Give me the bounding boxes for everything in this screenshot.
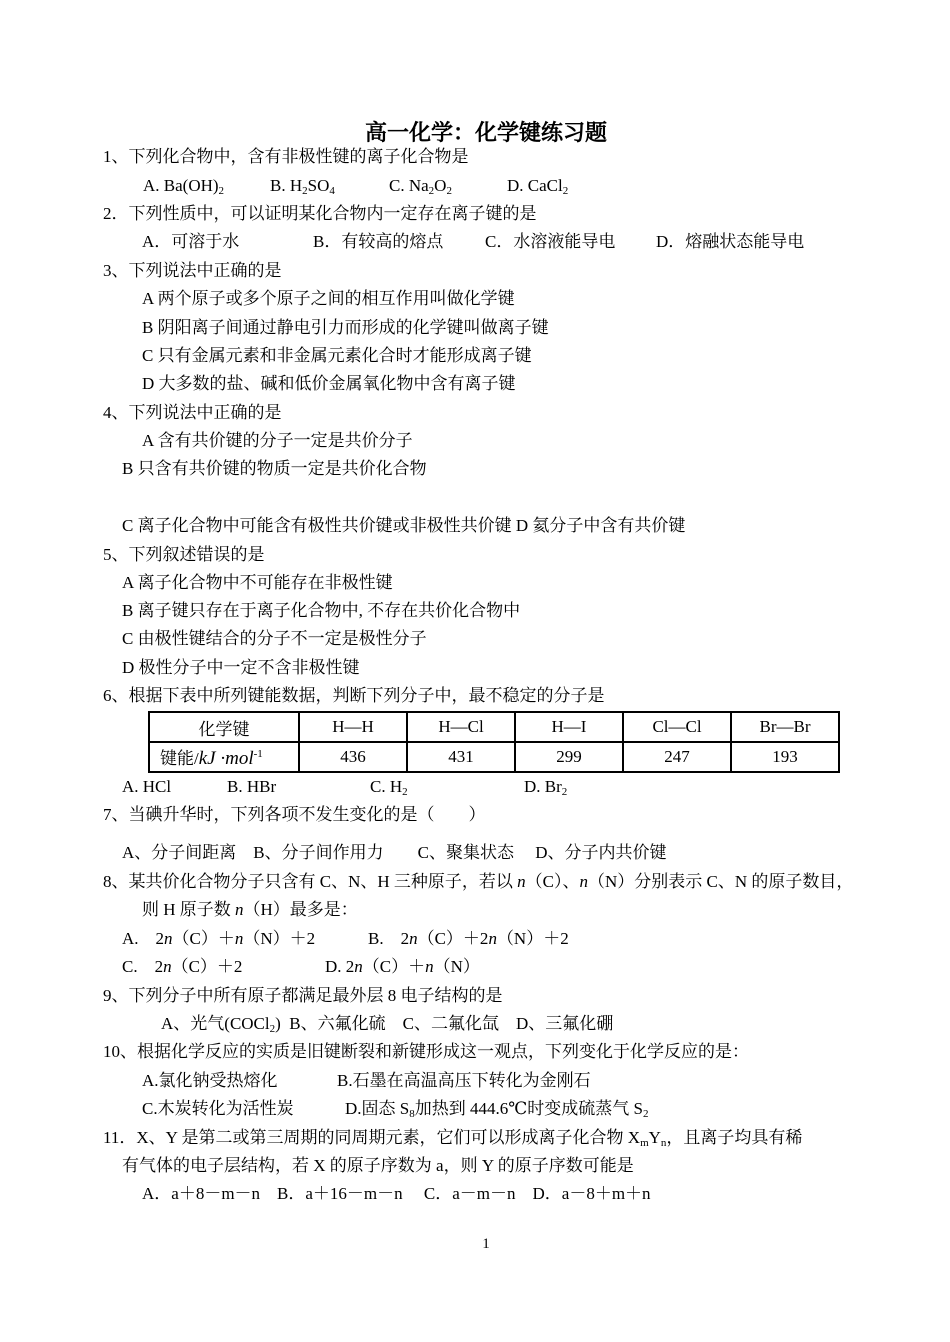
q11-options: A．a＋8－m－n B．a＋16－m－n C．a－m－n D．a－8＋m＋n xyxy=(142,1184,651,1203)
q10-option-c: C.木炭转化为活性炭 xyxy=(142,1099,294,1118)
q3-option-b: B 阴阳离子间通过静电引力而形成的化学键叫做离子键 xyxy=(142,318,549,337)
q10-option-a: A.氯化钠受热熔化 xyxy=(142,1071,278,1090)
q9-stem: 9、下列分子中所有原子都满足最外层 8 电子结构的是 xyxy=(103,986,503,1005)
bond-energy-table xyxy=(148,711,840,773)
q8-stem-line1: 8、某共价化合物分子只含有 C、N、H 三种原子，若以 n（C）、n（N）分别表示 C、N 的原子数目， xyxy=(103,872,854,891)
page-title: 高一化学：化学键练习题 xyxy=(364,121,607,146)
q8-option-a: A. 2n（C）＋n（N）＋2 xyxy=(122,929,316,948)
q1-option-b: B. $H_2SO_4$ xyxy=(270,176,335,197)
table-cell: 431 xyxy=(407,742,515,772)
q5-option-b: B 离子键只存在于离子化合物中, 不存在共价化合物中 xyxy=(122,601,521,620)
table-cell: 436 xyxy=(299,742,407,772)
q8-option-c: C. 2n（C）＋2 xyxy=(122,957,243,976)
q10-stem: 10、根据化学反应的实质是旧键断裂和新键形成这一观点，下列变化于化学反应的是： xyxy=(103,1042,749,1061)
table-header-cell: Cl—Cl xyxy=(623,712,731,742)
q9-options: A、光气(COCl$_2$) B、六氟化硫 C、二氟化氙 D、三氟化硼 xyxy=(161,1014,614,1035)
q3-stem: 3、下列说法中正确的是 xyxy=(103,261,282,280)
q1-option-c: C. $Na_2O_2$ xyxy=(389,176,452,197)
q2-option-c: C．水溶液能导电 xyxy=(485,232,616,251)
q5-stem: 5、下列叙述错误的是 xyxy=(103,545,265,564)
table-cell: 193 xyxy=(731,742,839,772)
q6-option-b: B. HBr xyxy=(227,777,277,796)
q6-option-d: D. $Br_2$ xyxy=(524,777,568,798)
q2-option-d: D．熔融状态能导电 xyxy=(656,232,805,251)
q1-option-a: A. $Ba(OH)_2$ xyxy=(143,176,225,197)
q4-option-cd: C 离子化合物中可能含有极性共价键或非极性共价键 D 氦分子中含有共价键 xyxy=(122,516,686,535)
q7-options: A、分子间距离 B、分子间作用力 C、聚集状态 D、分子内共价键 xyxy=(122,843,667,862)
q8-stem-line2: 则 H 原子数 n（H）最多是： xyxy=(142,900,358,919)
table-header-cell: Br—Br xyxy=(731,712,839,742)
table-header-cell: H—Cl xyxy=(407,712,515,742)
q8-option-b: B. 2n（C）＋2n（N）＋2 xyxy=(368,929,569,948)
q3-option-d: D 大多数的盐、碱和低价金属氧化物中含有离子键 xyxy=(142,374,516,393)
q1-stem: 1、下列化合物中，含有非极性键的离子化合物是 xyxy=(103,147,469,166)
q4-option-b: B 只含有共价键的物质一定是共价化合物 xyxy=(122,459,427,478)
q5-option-c: C 由极性键结合的分子不一定是极性分子 xyxy=(122,629,427,648)
q1-option-d: D. CaCl$_2$ xyxy=(507,176,569,197)
q4-option-a: A 含有共价键的分子一定是共价分子 xyxy=(142,431,413,450)
q10-option-d: D.固态 $S_8$加热到 444.6℃时变成硫蒸气 $S_2$ xyxy=(345,1099,649,1120)
table-row xyxy=(149,712,839,742)
q7-stem: 7、当碘升华时，下列各项不发生变化的是（ ） xyxy=(103,805,486,824)
q6-option-a: A. HCl xyxy=(122,777,172,796)
q2-stem: 2．下列性质中，可以证明某化合物内一定存在离子键的是 xyxy=(103,204,537,223)
q5-option-d: D 极性分子中一定不含非极性键 xyxy=(122,658,360,677)
q6-option-c: C. $H_2$ xyxy=(370,777,408,798)
q6-stem: 6、根据下表中所列键能数据，判断下列分子中，最不稳定的分子是 xyxy=(103,686,605,705)
q3-option-c: C 只有金属元素和非金属元素化合时才能形成离子键 xyxy=(142,346,532,365)
q2-option-a: A．可溶于水 xyxy=(142,232,240,251)
q4-stem: 4、下列说法中正确的是 xyxy=(103,403,282,422)
table-row xyxy=(149,742,839,772)
page-number: 1 xyxy=(482,1236,490,1252)
q11-stem-line1: 11．X、Y 是第二或第三周期的同周期元素，它们可以形成离子化合物 $X_mY_n$，且离子均具有稀 xyxy=(103,1128,803,1149)
q5-option-a: A 离子化合物中不可能存在非极性键 xyxy=(122,573,393,592)
q2-option-b: B．有较高的熔点 xyxy=(313,232,444,251)
q11-stem-line2: 有气体的电子层结构，若 X 的原子序数为 a，则 Y 的原子序数可能是 xyxy=(122,1156,634,1175)
table-row-label: 键能/kJ ·mol$^{-1}$ xyxy=(149,742,299,772)
q3-option-a: A 两个原子或多个原子之间的相互作用叫做化学键 xyxy=(142,289,515,308)
table-header-cell: H—I xyxy=(515,712,623,742)
q10-option-b: B.石墨在高温高压下转化为金刚石 xyxy=(337,1071,591,1090)
table-cell: 299 xyxy=(515,742,623,772)
q8-option-d: D. 2n（C）＋n（N） xyxy=(325,957,480,976)
table-header-cell: 化学键 xyxy=(149,712,299,742)
table-header-cell: H—H xyxy=(299,712,407,742)
table-cell: 247 xyxy=(623,742,731,772)
